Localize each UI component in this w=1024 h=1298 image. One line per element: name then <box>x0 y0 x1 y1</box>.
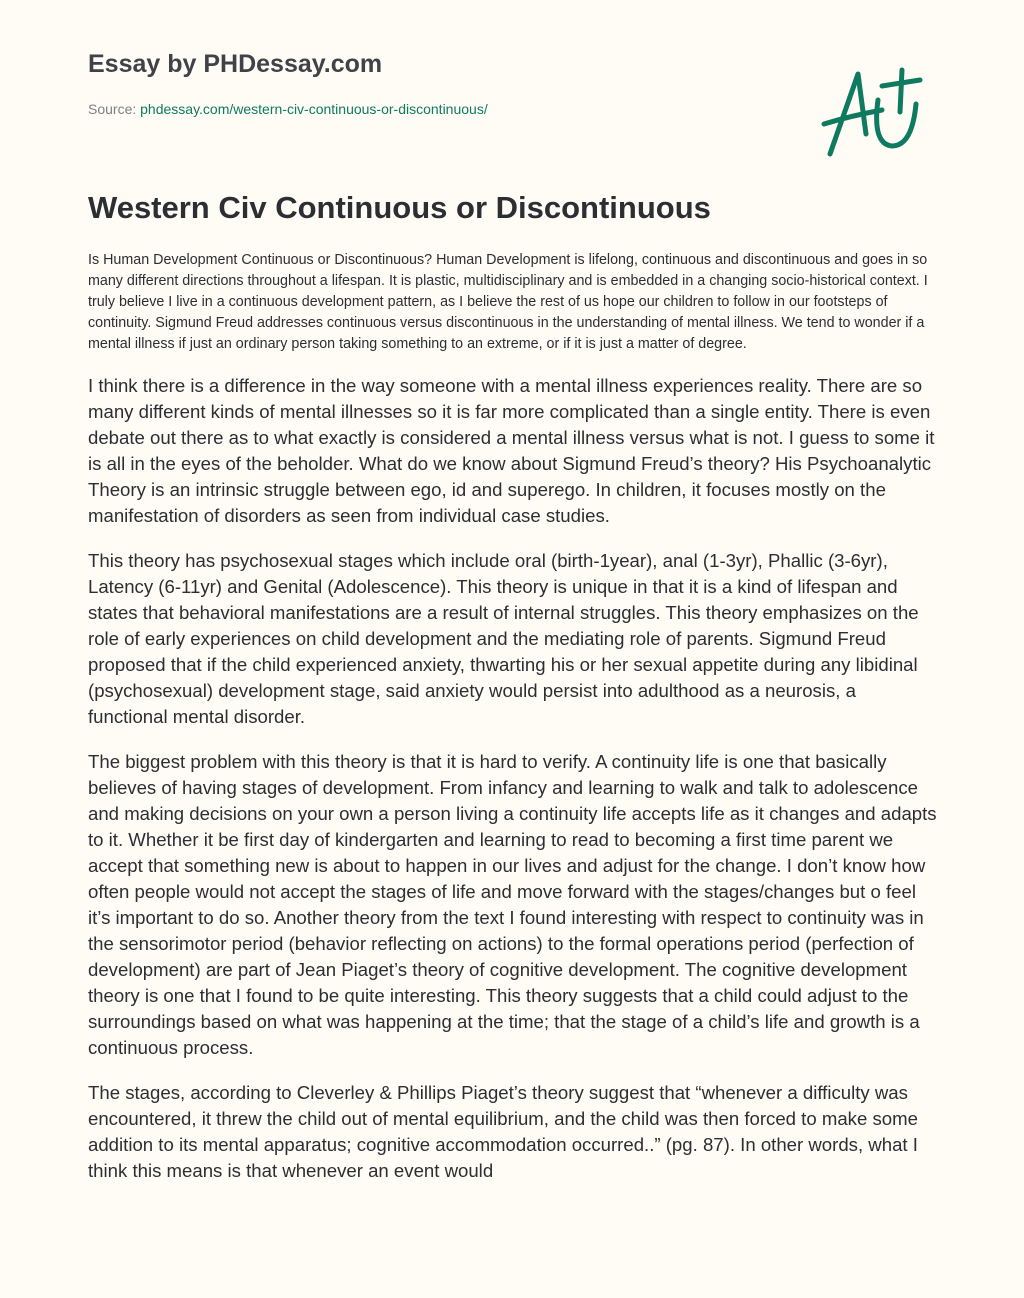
essay-paragraph: I think there is a difference in the way someone with a mental illness experiences reality. There are so many different kinds of mental illnesses so it is far more complicated than a single entity. There is even debate out there as to what exactly is considered a mental illness versus what is not. I guess to some it is all in the eyes of the beholder. What do we know about Sigmund Freud’s theory? His Psychoanalytic Theory is an intrinsic struggle between ego, id and superego. In children, it focuses mostly on the manifestation of disorders as seen from individual case studies. <box>88 375 935 526</box>
essay-paragraph: The biggest problem with this theory is that it is hard to verify. A continuity life is one that basically believes of having stages of development. From infancy and learning to walk and talk to adolescence and making decisions on your own a person living a continuity life accepts life as it changes and adapts to it. Whether it be first day of kindergarten and learning to read to becoming a first time parent we accept that something new is about to happen in our lives and adjust for the change. I don’t know how often people would not accept the stages of life and move forward with the stages/changes but o feel it’s important to do so. Another theory from the text I found interesting with respect to continuity was in the sensorimotor period (behavior reflecting on actions) to the formal operations period (perfection of development) are part of Jean Piaget’s theory of cognitive development. The cognitive development theory is one that I found to be quite interesting. This theory suggests that a child could adjust to the surroundings based on what was happening at the time; that the stage of a child’s life and growth is a continuous process. <box>88 751 937 1058</box>
source-link[interactable]: phdessay.com/western-civ-continuous-or-discontinuous/ <box>140 101 488 117</box>
essay-title: Western Civ Continuous or Discontinuous <box>88 190 711 225</box>
essay-body <box>88 250 940 1203</box>
source-line <box>88 101 488 117</box>
a-plus-logo-icon <box>820 64 930 164</box>
site-brand: Essay by PHDessay.com <box>88 50 383 78</box>
source-label: Source: <box>88 101 137 117</box>
intro-paragraph: Is Human Development Continuous or Discontinuous? Human Development is lifelong, continuous and discontinuous and goes in so many different directions throughout a lifespan. It is plastic, multidisciplinary and is embedded in a changing socio-historical context. I truly believe I live in a continuous development pattern, as I believe the rest of us hope our children to follow in our footsteps of continuity. Sigmund Freud addresses continuous versus discontinuous in the understanding of mental illness. We tend to wonder if a mental illness if just an ordinary person taking something to an extreme, or if it is just a matter of degree. <box>88 252 928 352</box>
essay-paragraph: This theory has psychosexual stages which include oral (birth-1year), anal (1-3yr), Phallic (3-6yr), Latency (6-11yr) and Genital (Adolescence). This theory is unique in that it is a kind of lifespan and states that behavioral manifestations are a result of internal struggles. This theory emphasizes on the role of early experiences on child development and the mediating role of parents. Sigmund Freud proposed that if the child experienced anxiety, thwarting his or her sexual appetite during any libidinal (psychosexual) development stage, said anxiety would persist into adulthood as a neurosis, a functional mental disorder. <box>88 550 919 727</box>
essay-paragraph: The stages, according to Cleverley & Phillips Piaget’s theory suggest that “whenever a difficulty was encountered, it threw the child out of mental equilibrium, and the child was then forced to make some addition to its mental apparatus; cognitive accommodation occurred..” (pg. 87). In other words, what I think this means is that whenever an event would <box>88 1082 918 1181</box>
